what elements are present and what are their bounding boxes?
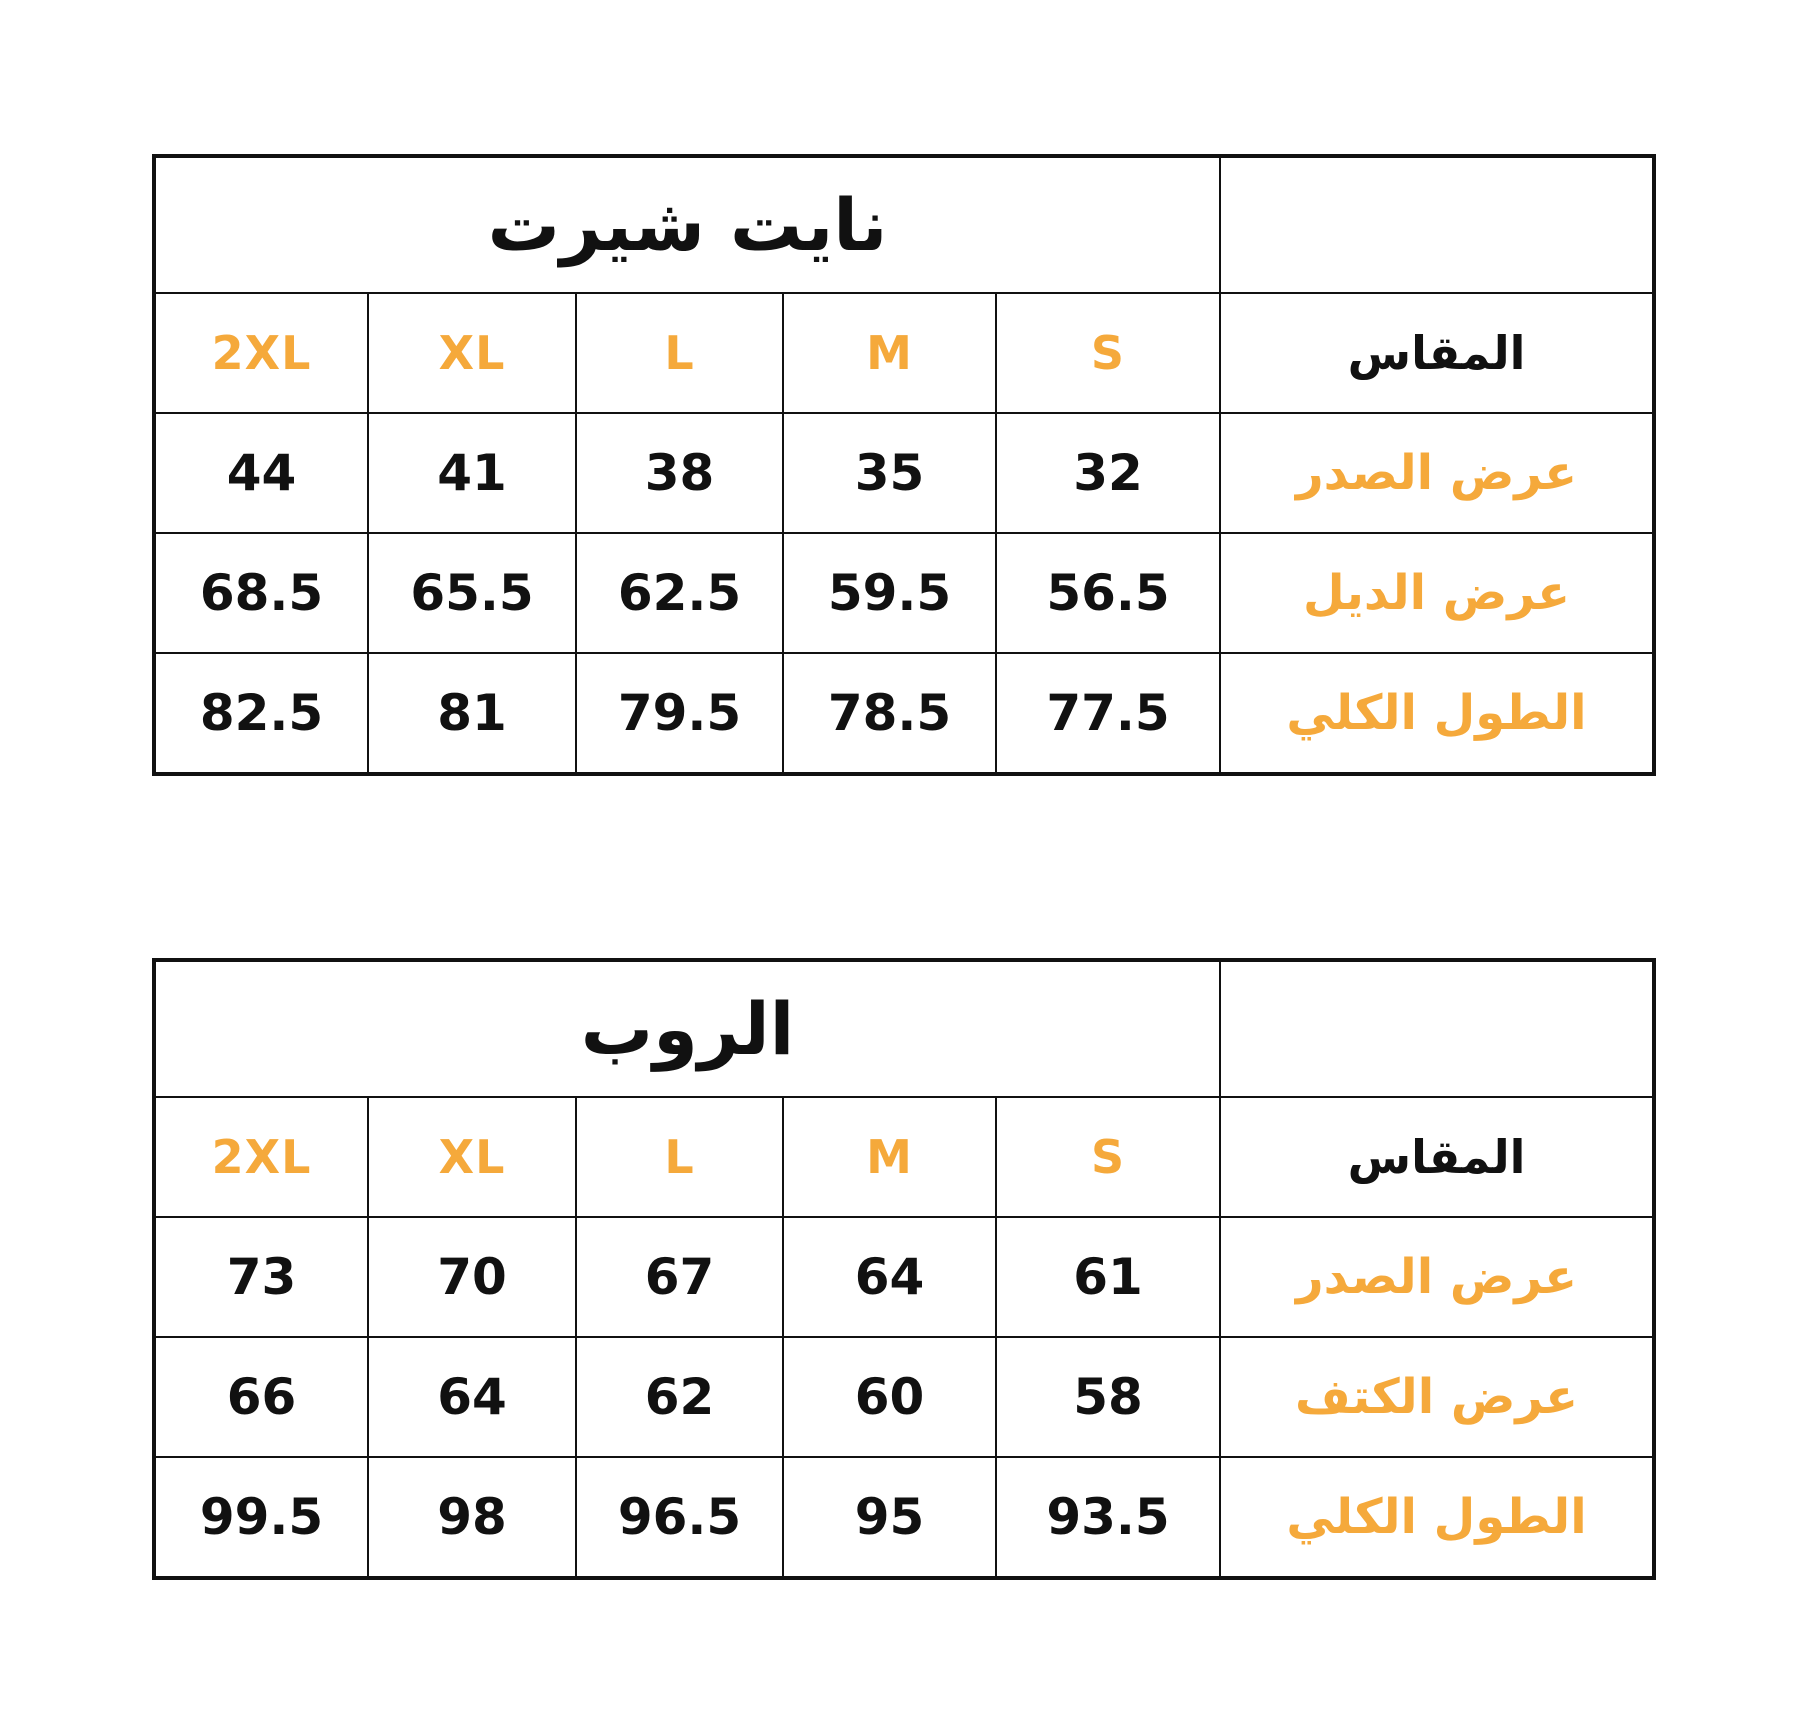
value-cell: 93.5 [996,1457,1220,1578]
value-cell: 58 [996,1337,1220,1457]
value-cell: 64 [368,1337,576,1457]
value-cell: 79.5 [576,653,783,774]
value-cell: 67 [576,1217,783,1337]
value-cell: 65.5 [368,533,576,653]
table-row [154,653,1654,774]
value-cell: 98 [368,1457,576,1578]
value-cell: 64 [783,1217,996,1337]
value-cell: 62.5 [576,533,783,653]
empty-corner-cell [1220,156,1654,293]
size-label-xl: XL [368,1097,576,1217]
value-cell: 38 [576,413,783,533]
value-cell: 61 [996,1217,1220,1337]
empty-corner-cell [1220,960,1654,1097]
value-cell: 56.5 [996,533,1220,653]
size-header-label: المقاس [1220,293,1654,413]
size-header-row [154,293,1654,413]
value-cell: 95 [783,1457,996,1578]
size-chart-table-nightshirt [152,154,1656,776]
row-label: عرض الصدر [1220,1217,1654,1337]
row-label: عرض الديل [1220,533,1654,653]
size-label-m: M [783,293,996,413]
value-cell: 82.5 [154,653,368,774]
size-label-s: S [996,1097,1220,1217]
size-label-xl: XL [368,293,576,413]
value-cell: 66 [154,1337,368,1457]
table-row [154,1457,1654,1578]
value-cell: 32 [996,413,1220,533]
table-row [154,413,1654,533]
size-label-l: L [576,1097,783,1217]
value-cell: 78.5 [783,653,996,774]
row-label: الطول الكلي [1220,1457,1654,1578]
value-cell: 96.5 [576,1457,783,1578]
table-row [154,533,1654,653]
table-row [154,1337,1654,1457]
value-cell: 62 [576,1337,783,1457]
table-title-row [154,156,1654,293]
value-cell: 70 [368,1217,576,1337]
value-cell: 41 [368,413,576,533]
value-cell: 35 [783,413,996,533]
value-cell: 44 [154,413,368,533]
value-cell: 73 [154,1217,368,1337]
size-label-s: S [996,293,1220,413]
size-label-l: L [576,293,783,413]
row-label: الطول الكلي [1220,653,1654,774]
value-cell: 99.5 [154,1457,368,1578]
size-header-row [154,1097,1654,1217]
table-title-row [154,960,1654,1097]
value-cell: 68.5 [154,533,368,653]
table-row [154,1217,1654,1337]
size-header-label: المقاس [1220,1097,1654,1217]
size-label-m: M [783,1097,996,1217]
value-cell: 60 [783,1337,996,1457]
row-label: عرض الصدر [1220,413,1654,533]
value-cell: 59.5 [783,533,996,653]
size-chart-table-robe [152,958,1656,1580]
row-label: عرض الكتف [1220,1337,1654,1457]
size-label-2xl: 2XL [154,1097,368,1217]
table-title: الروب [154,960,1220,1097]
table-title: نايت شيرت [154,156,1220,293]
value-cell: 81 [368,653,576,774]
value-cell: 77.5 [996,653,1220,774]
size-label-2xl: 2XL [154,293,368,413]
